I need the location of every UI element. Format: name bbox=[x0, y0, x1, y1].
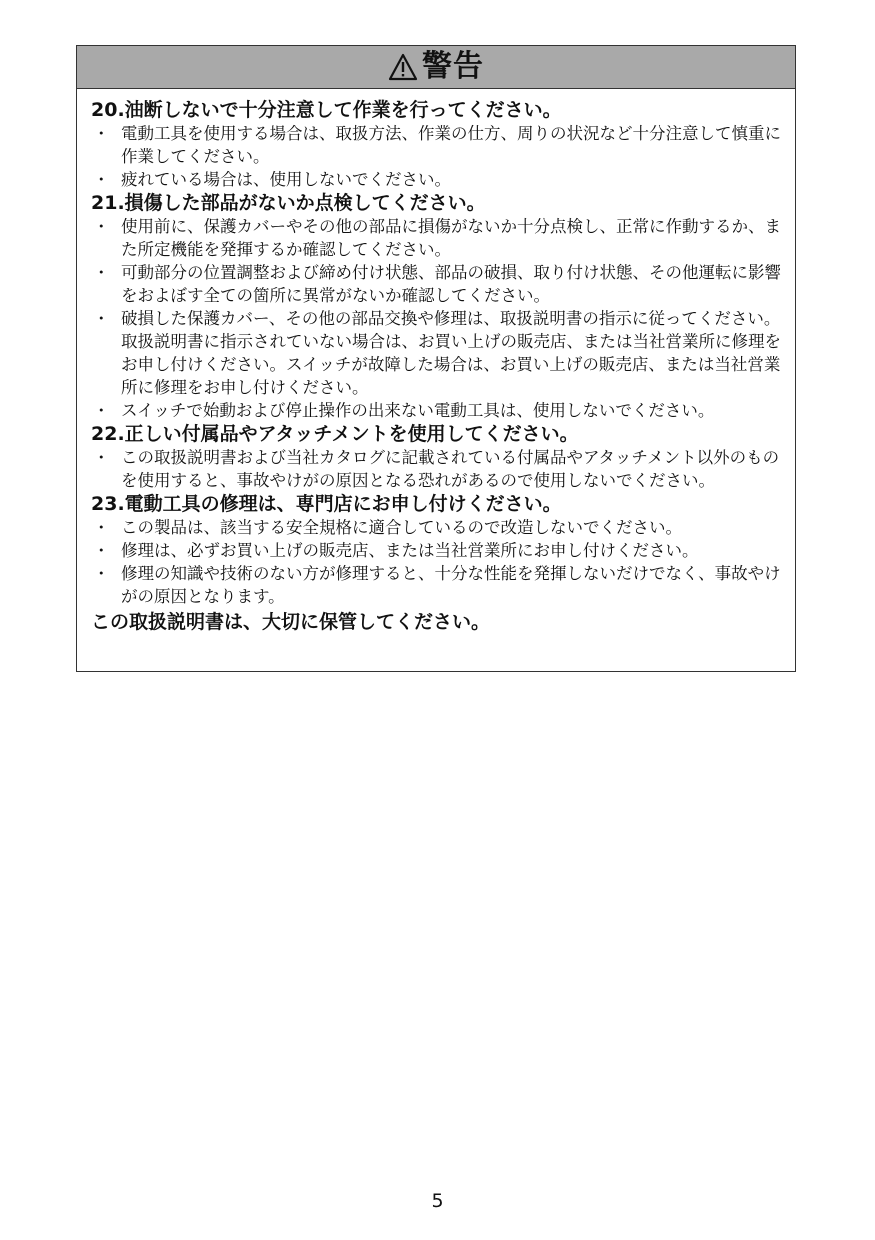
bullet-mark: ・ bbox=[93, 401, 110, 420]
page-number: 5 bbox=[431, 1190, 444, 1212]
list-item bbox=[91, 307, 789, 399]
bullet-mark: ・ bbox=[93, 564, 110, 583]
bullet-mark: ・ bbox=[93, 170, 110, 189]
list-item bbox=[91, 261, 789, 307]
list-item bbox=[91, 168, 789, 191]
bullet-mark: ・ bbox=[93, 448, 110, 467]
list-item-text: 修理の知識や技術のない方が修理すると、十分な性能を発揮しないだけでなく、事故やけがの原因となります。 bbox=[121, 564, 781, 606]
section-heading: 20.油断しないで十分注意して作業を行ってください。 bbox=[91, 99, 562, 121]
list-item bbox=[91, 446, 789, 492]
list-item-text: 疲れている場合は、使用しないでください。 bbox=[121, 170, 451, 189]
warning-header bbox=[77, 46, 795, 89]
list-item-text: この取扱説明書および当社カタログに記載されている付属品やアタッチメント以外のものを使用すると、事故やけがの原因となる恐れがあるので使用しないでください。 bbox=[121, 448, 780, 490]
bullet-mark: ・ bbox=[93, 263, 110, 282]
list-item-text: 可動部分の位置調整および締め付け状態、部品の破損、取り付け状態、その他運転に影響をおよぼす全ての箇所に異常がないか確認してください。 bbox=[121, 263, 781, 305]
closing-note: この取扱説明書は、大切に保管してください。 bbox=[91, 611, 491, 633]
list-item-text: 電動工具を使用する場合は、取扱方法、作業の仕方、周りの状況など十分注意して慎重に作業してください。 bbox=[121, 124, 781, 166]
bullet-mark: ・ bbox=[93, 309, 110, 328]
warning-box bbox=[76, 45, 796, 672]
list-item bbox=[91, 215, 789, 261]
list-item-text: スイッチで始動および停止操作の出来ない電動工具は、使用しないでください。 bbox=[121, 401, 715, 420]
section-heading: 21.損傷した部品がないか点検してください。 bbox=[91, 192, 486, 214]
bullet-mark: ・ bbox=[93, 217, 110, 236]
list-item bbox=[91, 562, 789, 608]
list-item bbox=[91, 399, 789, 422]
section-heading: 22.正しい付属品やアタッチメントを使用してください。 bbox=[91, 423, 579, 445]
warning-title: 警告 bbox=[422, 49, 484, 84]
list-item-text: 修理は、必ずお買い上げの販売店、または当社営業所にお申し付けください。 bbox=[121, 541, 699, 560]
section-22 bbox=[91, 422, 795, 492]
bullet-mark: ・ bbox=[93, 124, 110, 143]
list-item-text: 使用前に、保護カバーやその他の部品に損傷がないか十分点検し、正常に作動するか、また所定機能を発揮するか確認してください。 bbox=[121, 217, 781, 259]
warning-content bbox=[77, 89, 795, 634]
bullet-mark: ・ bbox=[93, 541, 110, 560]
list-item bbox=[91, 539, 789, 562]
section-21 bbox=[91, 191, 795, 422]
bullet-mark: ・ bbox=[93, 518, 110, 537]
section-23 bbox=[91, 492, 795, 608]
section-20 bbox=[91, 98, 795, 191]
list-item-text: この製品は、該当する安全規格に適合しているので改造しないでください。 bbox=[121, 518, 682, 537]
warning-triangle-icon bbox=[388, 53, 418, 81]
list-item bbox=[91, 516, 789, 539]
list-item-text: 破損した保護カバー、その他の部品交換や修理は、取扱説明書の指示に従ってください。取扱説明書に指示されていない場合は、お買い上げの販売店、または当社営業所に修理をお申し付けください。スイッチが故障した場合は、お買い上げの販売店、または当社営業所に修理をお申し付けください。 bbox=[121, 309, 781, 397]
list-item bbox=[91, 122, 789, 168]
section-heading: 23.電動工具の修理は、専門店にお申し付けください。 bbox=[91, 493, 562, 515]
